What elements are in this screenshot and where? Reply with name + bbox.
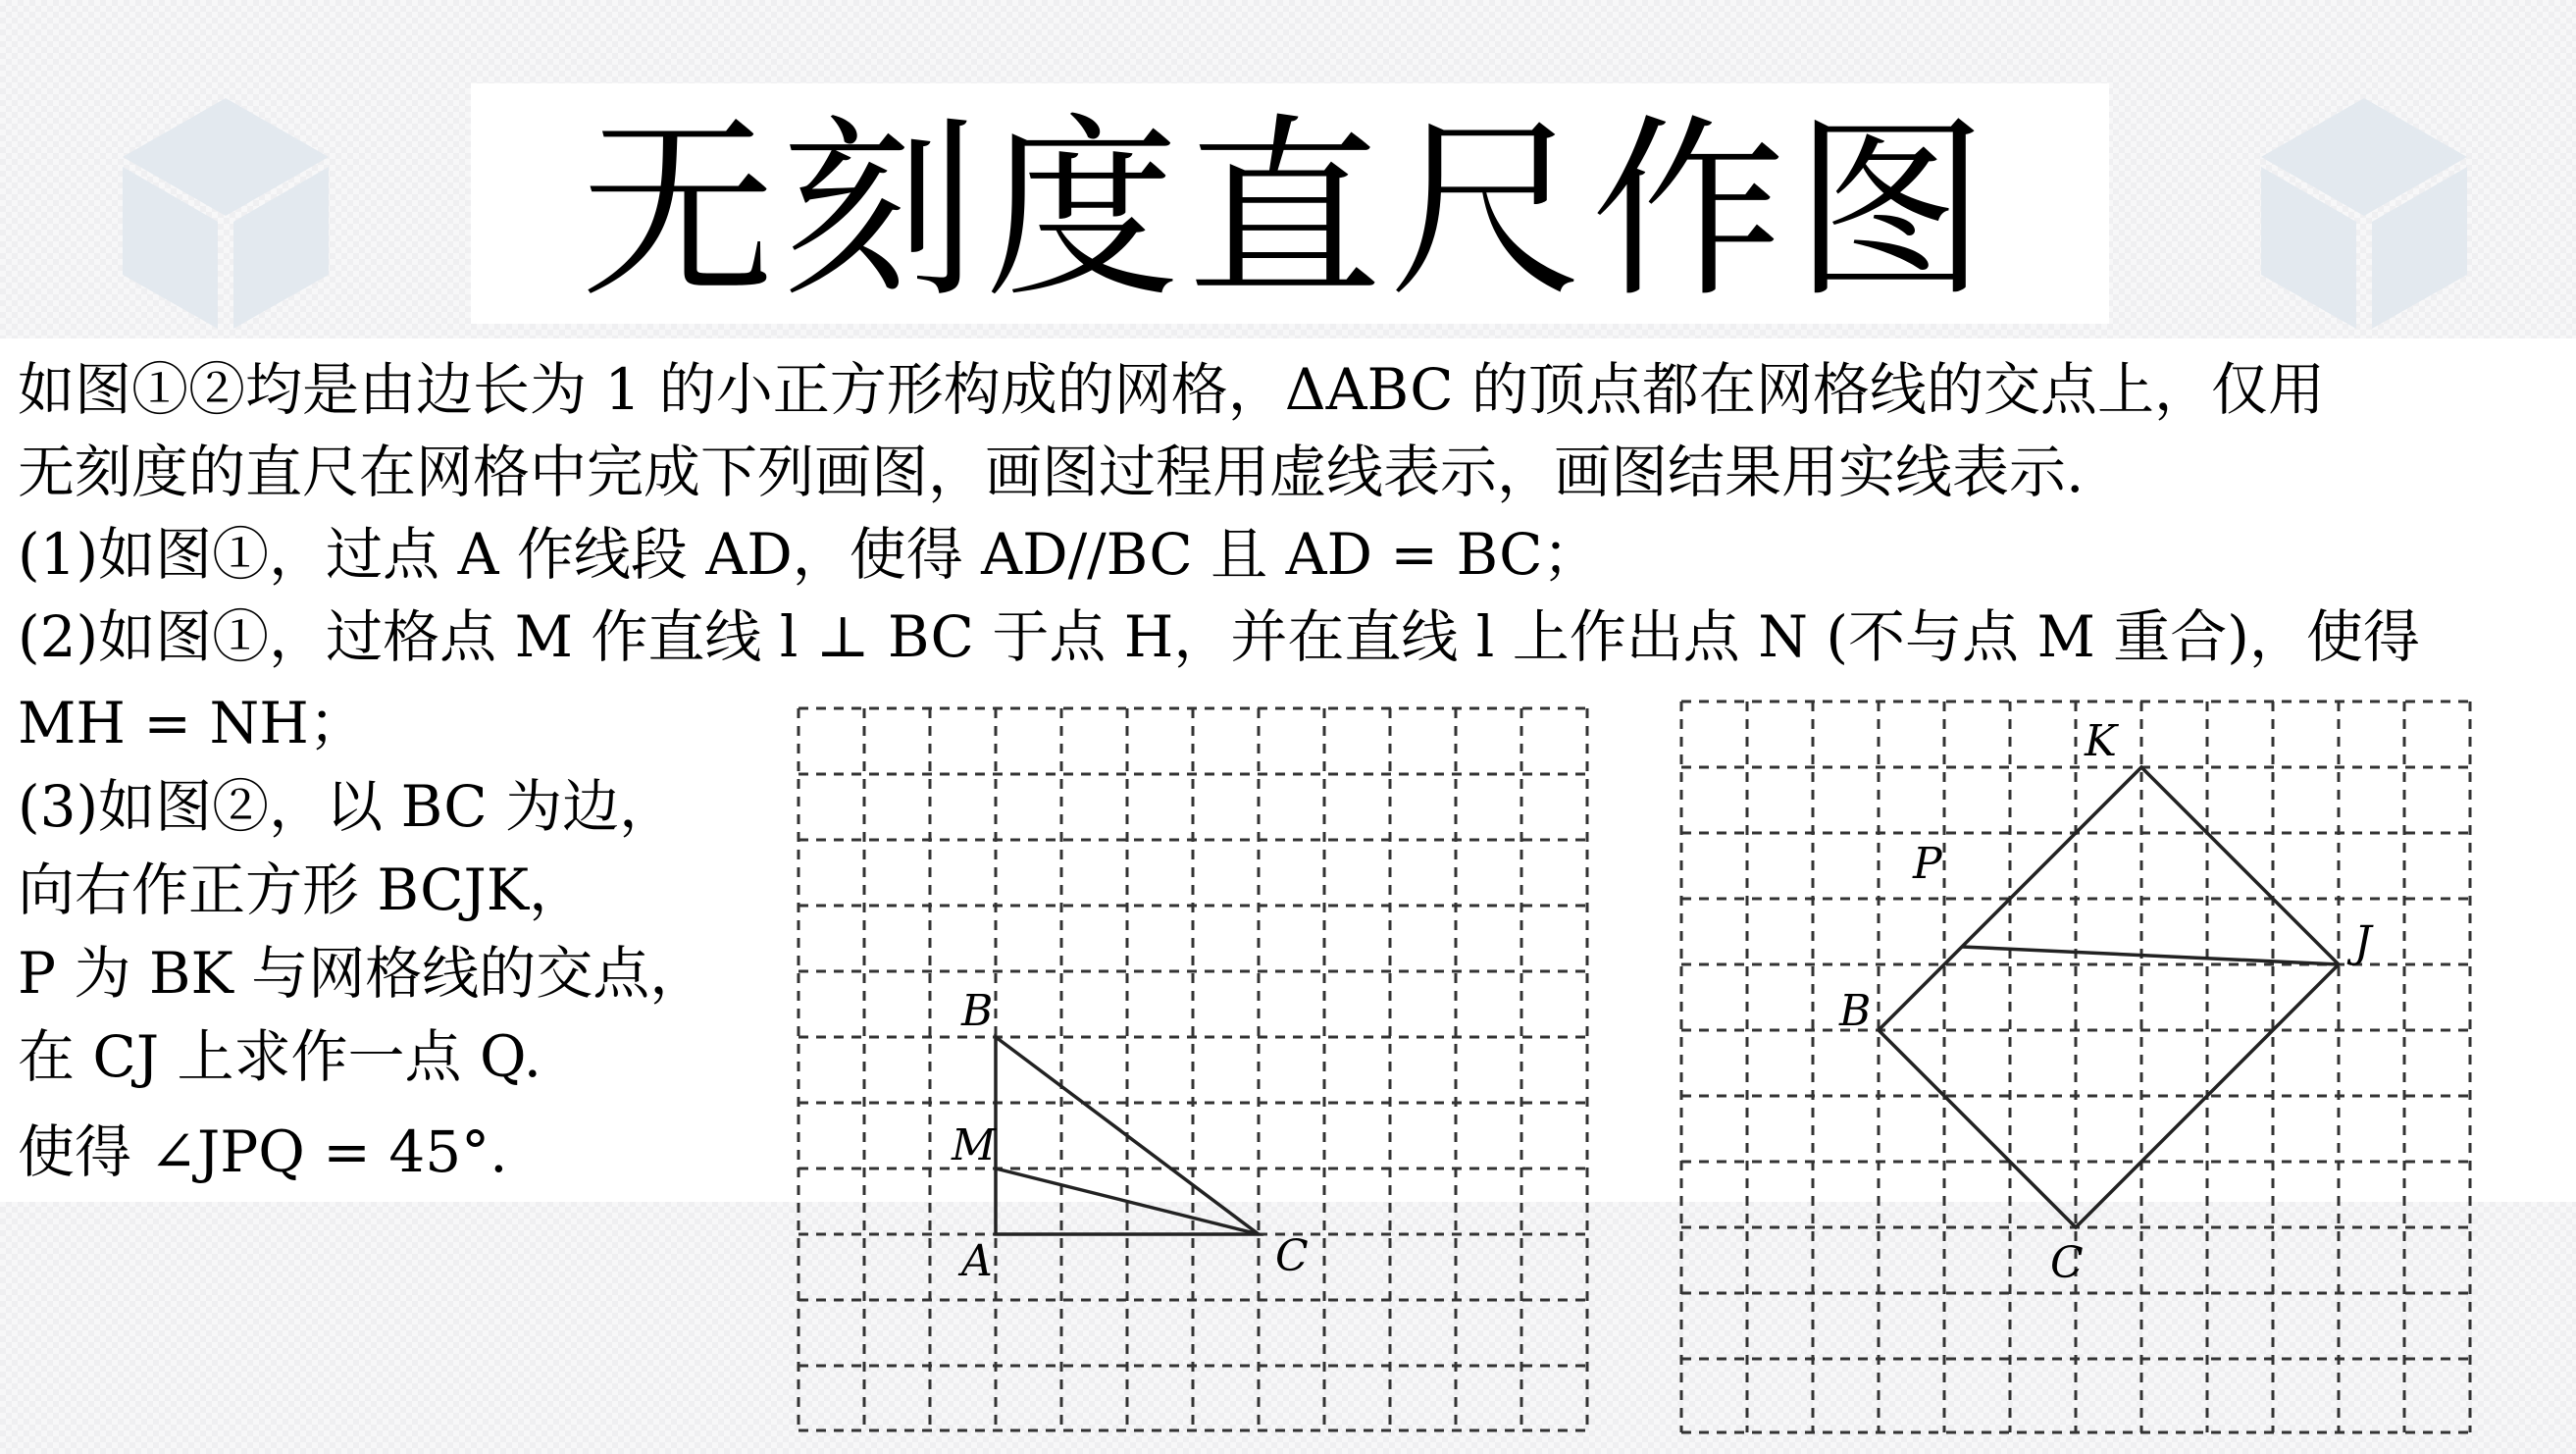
problem-line-6: (3)如图②，以 BC 为边， bbox=[18, 773, 677, 840]
problem-line-8: P 为 BK 与网格线的交点， bbox=[18, 940, 707, 1007]
grid-1 bbox=[799, 708, 1587, 1430]
problem-line-4: (2)如图①，过格点 M 作直线 l ⊥ BC 于点 H，并在直线 l 上作出点 N (不与点 M 重合)，使得 bbox=[18, 603, 2420, 670]
label-b2: B bbox=[1839, 986, 1872, 1036]
problem-line-7: 向右作正方形 BCJK， bbox=[18, 857, 587, 923]
label-c2: C bbox=[2050, 1238, 2084, 1288]
grid-2 bbox=[1681, 701, 2470, 1432]
figure-2 bbox=[1677, 692, 2521, 1447]
label-m: M bbox=[952, 1120, 997, 1170]
segment-pj bbox=[1962, 947, 2339, 964]
problem-line-3: (1)如图①，过点 A 作线段 AD，使得 AD//BC 且 AD = BC； bbox=[18, 521, 1600, 588]
problem-line-2: 无刻度的直尺在网格中完成下列画图，画图过程用虚线表示，画图结果用实线表示. bbox=[18, 439, 2085, 505]
figure-1 bbox=[785, 697, 1628, 1442]
label-c: C bbox=[1275, 1231, 1309, 1281]
label-p: P bbox=[1913, 839, 1942, 889]
problem-line-10: 使得 ∠JPQ = 45°. bbox=[18, 1118, 508, 1185]
label-k: K bbox=[2085, 716, 2117, 766]
square-bcjk bbox=[1879, 767, 2339, 1227]
problem-line-5: MH = NH； bbox=[18, 690, 366, 756]
problem-line-9: 在 CJ 上求作一点 Q. bbox=[18, 1023, 542, 1090]
label-b: B bbox=[961, 986, 994, 1036]
label-j: J bbox=[2354, 917, 2372, 967]
page-title: 无刻度直尺作图 bbox=[581, 97, 1995, 324]
label-a: A bbox=[961, 1236, 993, 1286]
problem-line-1: 如图①②均是由边长为 1 的小正方形构成的网格，ΔABC 的顶点都在网格线的交点上，仅用 bbox=[18, 356, 2326, 423]
